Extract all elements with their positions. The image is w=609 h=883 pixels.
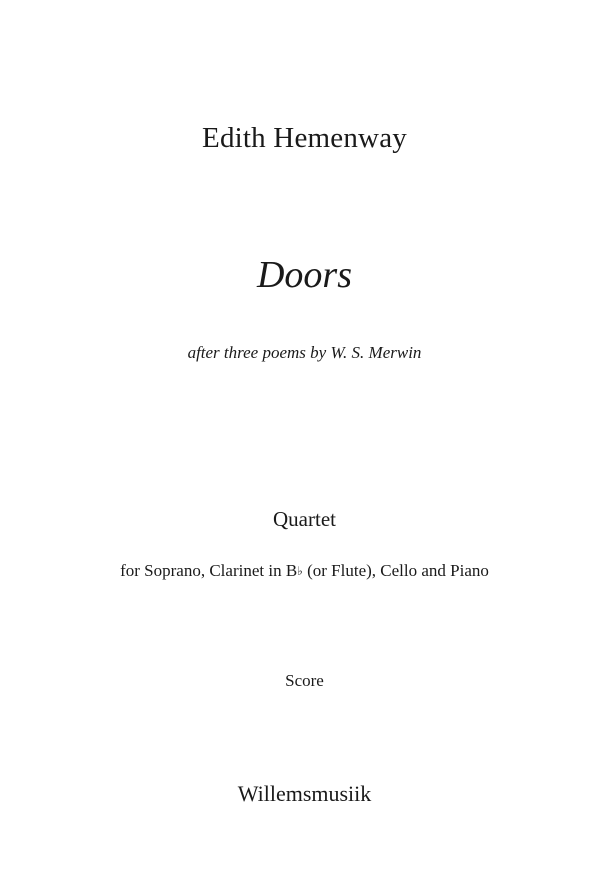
genre-label: Quartet — [273, 507, 336, 531]
work-subtitle: after three poems by W. S. Merwin — [187, 343, 422, 362]
composer-name: Edith Hemenway — [202, 122, 407, 154]
edition-label: Score — [285, 671, 324, 690]
instrumentation-text-start: for Soprano, Clarinet in B — [120, 561, 298, 580]
instrumentation-text-end: (or Flute), Cello and Piano — [302, 561, 489, 580]
work-title: Doors — [256, 254, 353, 296]
flat-symbol: ♭ — [297, 564, 303, 578]
instrumentation-line — [0, 561, 609, 581]
publisher-name: Willemsmusiik — [237, 781, 372, 806]
